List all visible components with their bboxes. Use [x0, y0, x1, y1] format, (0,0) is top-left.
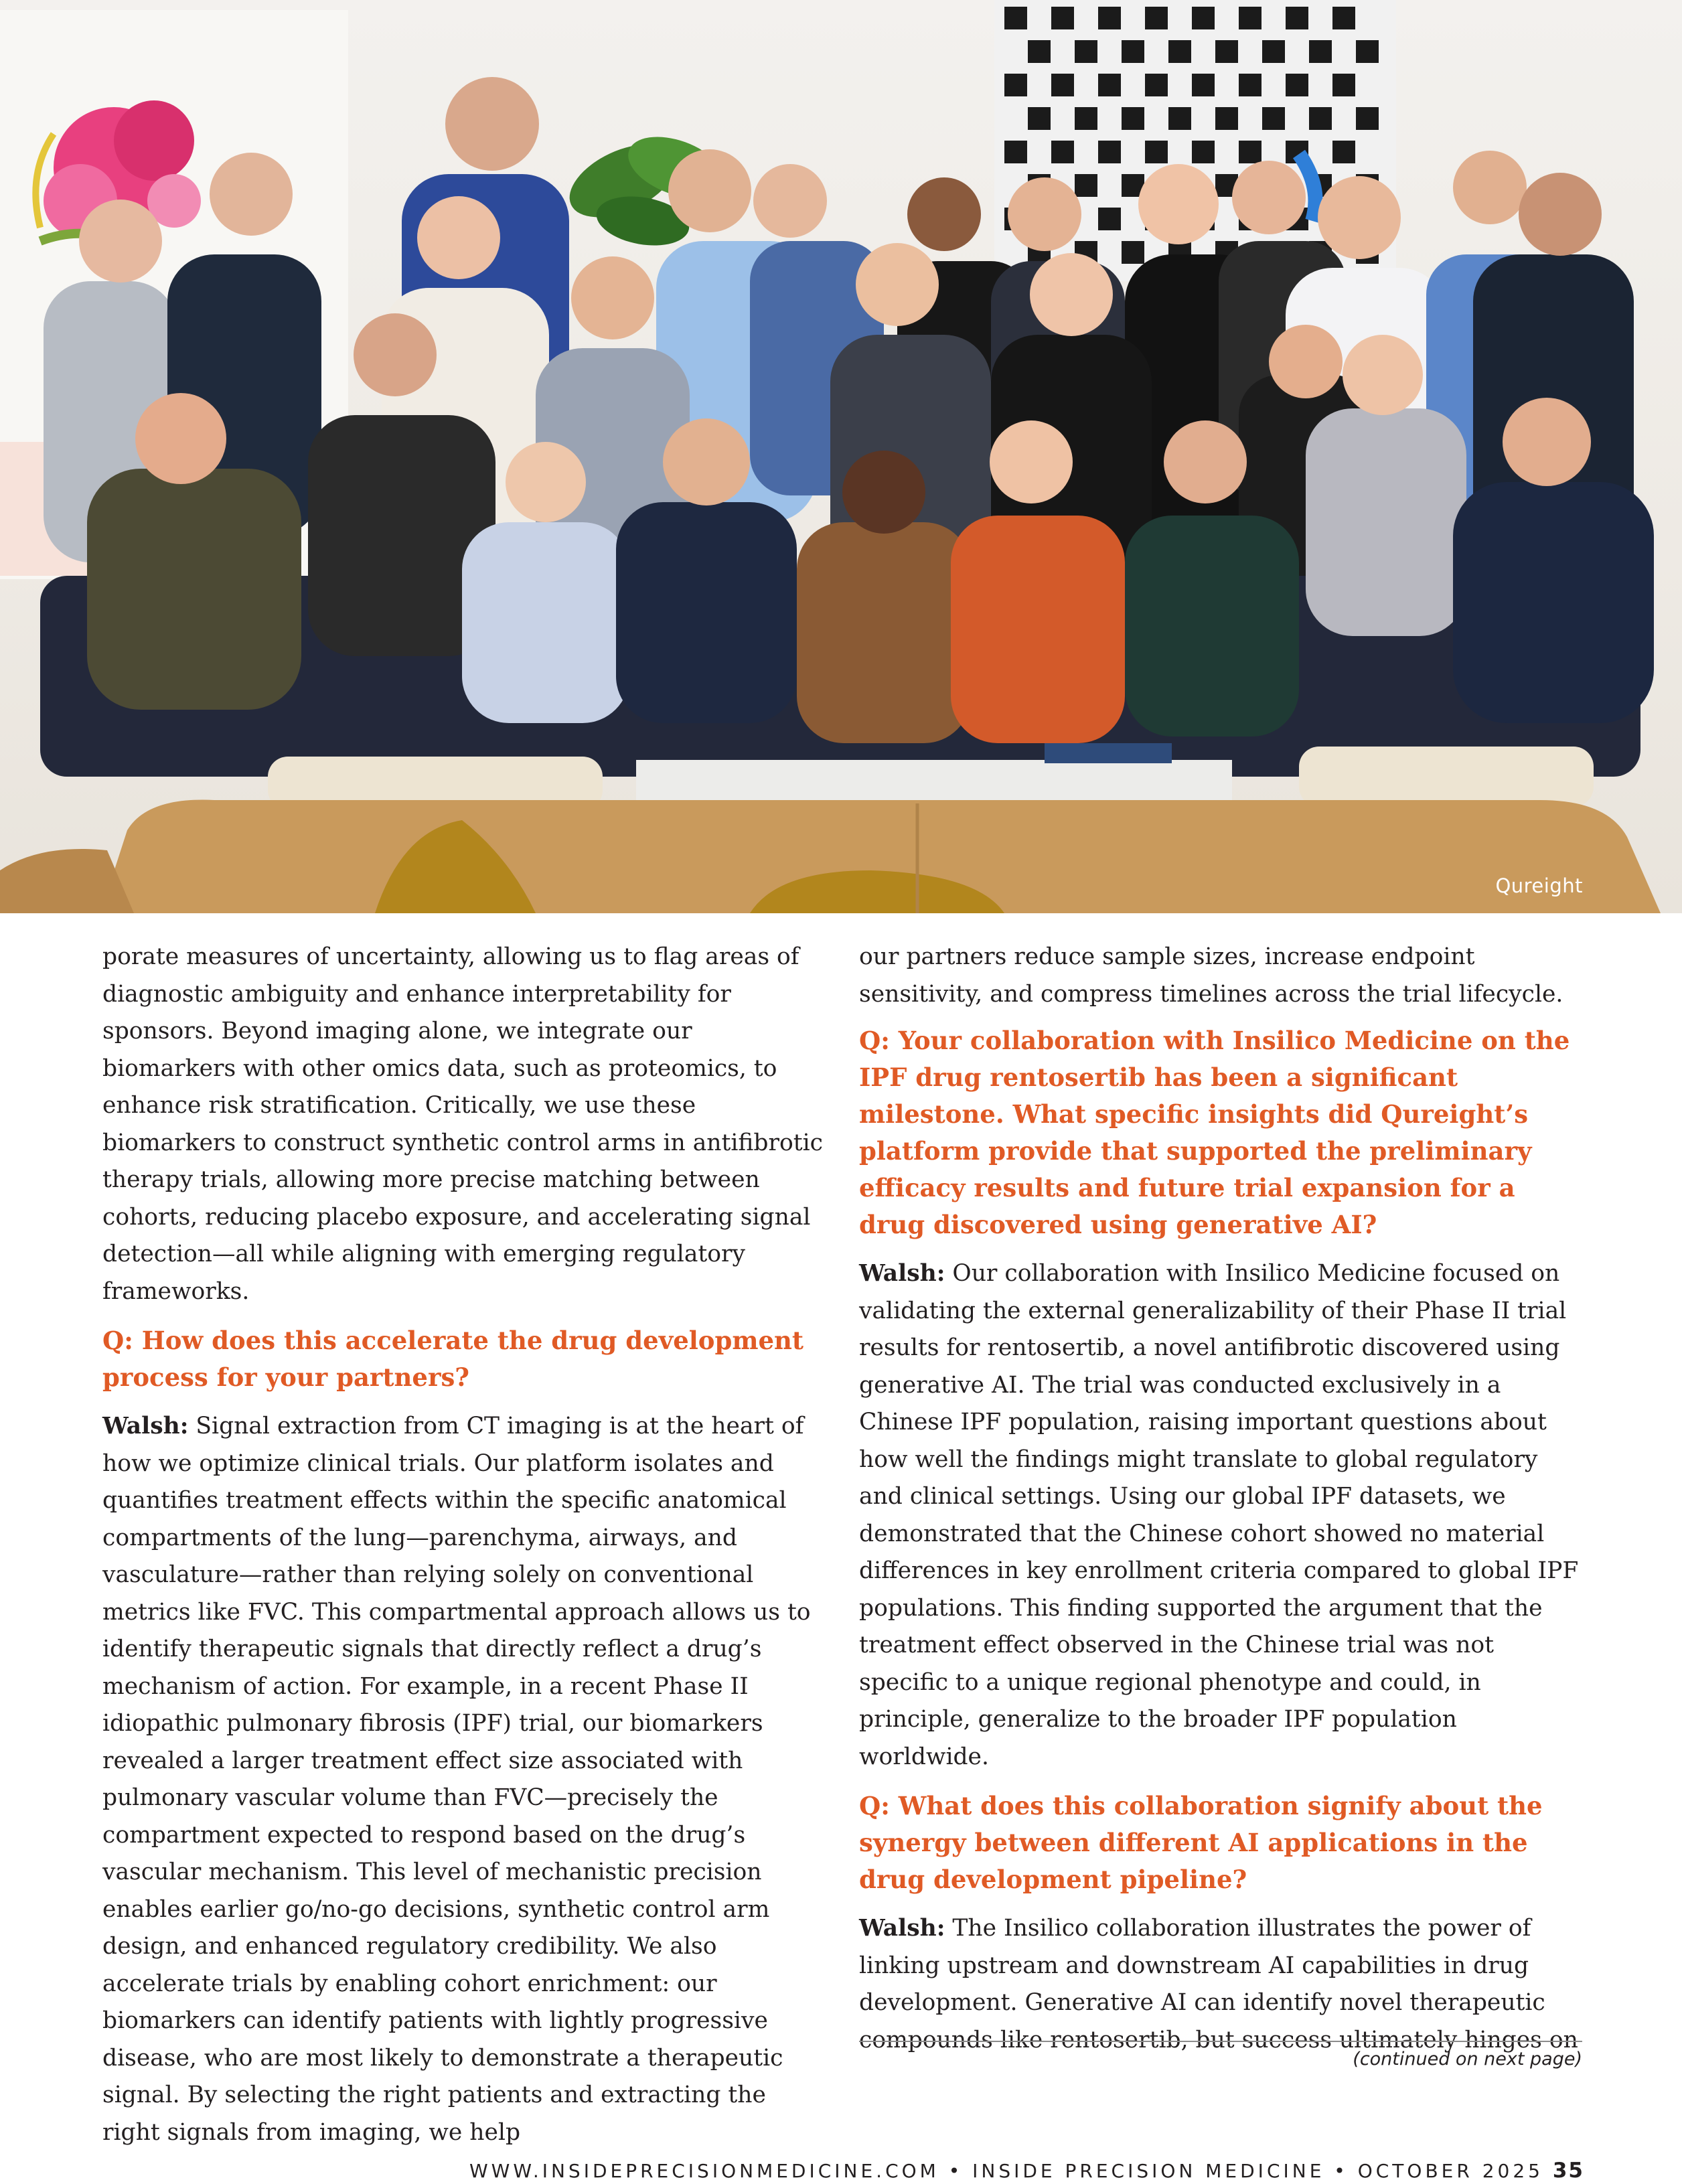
- answer-text: Signal extraction from CT imaging is at the heart of how we optimize clinical trials. Our platform isolates and quantifies treatment effects within the specific anatomical compartments of the lung—parenchyma, airways, and vasculature—rather than relying solely on conventional metrics like FVC. This compartmental approach allows us to identify therapeutic signals that directly reflect a drug’s mechanism of action. For example, in a recent Phase II idiopathic pulmonary fibrosis (IPF) trial, our biomarkers revealed a larger treatment effect size associated with pulmonary vascular volume than FVC—precisely the compartment expected to respond based on the drug’s vascular mechanism. This level of mechanistic precision enables earlier go/no-go decisions, synthetic control arm design, and enhanced regulatory credibility. We also accelerate trials by enabling cohort enrichment: our biomarkers can identify patients with lightly progressive disease, who are most likely to demonstrate a therapeutic signal. By selecting the right patients and extracting the right signals from imaging, we help: [102, 1413, 811, 2146]
- answer-text: Our collaboration with Insilico Medicine focused on validating the external generalizability of their Phase II trial results for rentosertib, a novel antifibrotic discovered using generative AI. The trial was conducted exclusively in a Chinese IPF population, raising important questions about how well the findings might translate to global regulatory and clinical settings. Using our global IPF datasets, we demonstrated that the Chinese cohort showed no material differences in key enrollment criteria compared to global IPF populations. This finding supported the argument that the treatment effect observed in the Chinese trial was not specific to a unique regional phenotype and could, in principle, generalize to the broader IPF population worldwide.: [859, 1260, 1579, 1770]
- team-photo-illustration: [0, 0, 1682, 913]
- continuation-paragraph: our partners reduce sample sizes, increase endpoint sensitivity, and compress timelines across the trial lifecycle.: [859, 943, 1563, 1008]
- book: [1045, 743, 1172, 763]
- right-column: [859, 939, 1582, 2071]
- question-heading: Q: How does this accelerate the drug development process for your partners?: [102, 1326, 804, 1392]
- question-heading: Q: What does this collaboration signify about the synergy between different AI applications in the drug development pipeline?: [859, 1791, 1543, 1894]
- intro-paragraph: porate measures of uncertainty, allowing us to flag areas of diagnostic ambiguity and enhance interpretability for sponsors. Beyond imaging alone, we integrate our biomarkers with other omics data, such as proteomics, to enhance risk stratification. Critically, we use these biomarkers to construct synthetic control arms in antifibrotic therapy trials, allowing more precise matching between cohorts, reducing placebo exposure, and accelerating signal detection—all while aligning with emerging regulatory frameworks.: [102, 943, 823, 1305]
- speaker-label: Walsh:: [859, 1915, 945, 1942]
- footer-text: WWW.INSIDEPRECISIONMEDICINE.COM • INSIDE PRECISION MEDICINE • OCTOBER 2025: [469, 2160, 1543, 2182]
- question-heading: Q: Your collaboration with Insilico Medicine on the IPF drug rentosertib has been a significant milestone. What specific insights did Qureight’s platform provide that supported the preliminary efficacy results and future trial expansion for a drug discovered using generative AI?: [859, 1026, 1570, 1239]
- answer-paragraph: [102, 1408, 829, 2151]
- speaker-label: Walsh:: [859, 1260, 945, 1287]
- page-number: 35: [1552, 2159, 1584, 2183]
- speaker-label: Walsh:: [102, 1413, 189, 1439]
- continued-divider: [859, 2041, 1582, 2042]
- answer-paragraph: [859, 1255, 1582, 1776]
- page-footer: [469, 2159, 1584, 2183]
- continued-note: (continued on next page): [1353, 2049, 1582, 2070]
- answer-text: The Insilico collaboration illustrates the power of linking upstream and downstream AI capabilities in drug development. Generative AI can identify novel therapeutic compounds like rentosertib, but success ultimately hinges on: [859, 1915, 1578, 2053]
- photo-credit: Qureight: [1495, 874, 1583, 897]
- left-column: [102, 939, 829, 2163]
- answer-paragraph: [859, 1910, 1582, 2059]
- team-photo: [0, 0, 1682, 913]
